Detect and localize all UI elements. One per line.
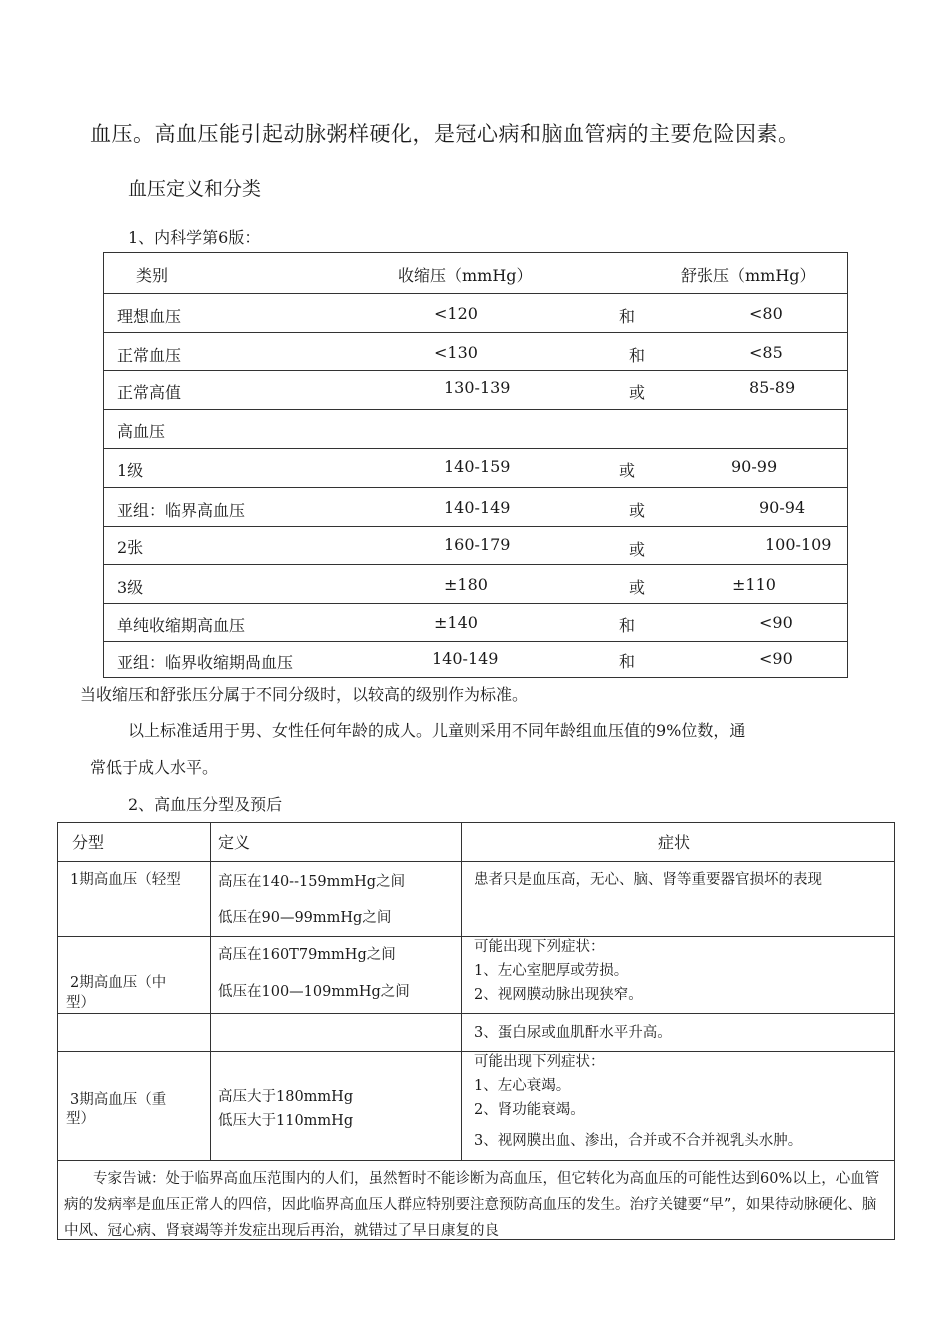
intro-paragraph: 血压。高血压能引起动脉粥样硬化，是冠心病和脑血管病的主要危险因素。 <box>90 122 800 146</box>
stage2-def-low: 低压在100—109mmHg之间 <box>218 984 410 1000</box>
stage3-def-low: 低压大于110mmHg <box>218 1113 354 1129</box>
row-category: 单纯收缩期高血压 <box>117 616 246 635</box>
row-systolic: <120 <box>434 304 478 323</box>
table-row <box>104 641 847 678</box>
stage2-symptom-1: 1、左心室肥厚或劳损。 <box>474 963 629 979</box>
row-diastolic: 85-89 <box>749 378 796 397</box>
row-category: 1级 <box>117 461 144 480</box>
header-type: 分型 <box>72 833 105 852</box>
bp-classification-table <box>103 252 848 678</box>
stage3-symptom-intro: 可能出现下列症状： <box>474 1054 605 1070</box>
row-systolic: <130 <box>434 343 478 362</box>
row-diastolic: 100-109 <box>765 535 832 554</box>
stage2-symptom-2: 2、视网膜动脉出现狭窄。 <box>474 987 643 1003</box>
row-conjunction: 或 <box>619 461 636 480</box>
row-conjunction: 或 <box>629 540 646 559</box>
row-divider <box>58 1013 894 1014</box>
row-diastolic: <85 <box>749 343 783 362</box>
table-row <box>104 564 847 603</box>
row-category: 亚组：临界高血压 <box>117 501 246 520</box>
standard-paragraph-line-1: 以上标准适用于男、女性任何年龄的成人。儿童则采用不同年龄组血压值的9%位数，通 <box>128 721 746 740</box>
row-category: 2张 <box>117 538 144 557</box>
column-divider <box>461 823 462 1160</box>
stage3-type-line1: 3期高血压（重 <box>70 1092 167 1108</box>
stage3-def-high: 高压大于180mmHg <box>218 1089 354 1105</box>
row-systolic: ±140 <box>434 613 478 632</box>
stage3-symptom-3: 3、视网膜出血、渗出，合并或不合并视乳头水肿。 <box>474 1133 803 1149</box>
header-category: 类别 <box>136 266 169 285</box>
row-divider <box>58 936 894 937</box>
row-diastolic: ±110 <box>732 575 776 594</box>
row-systolic: 140-149 <box>444 498 511 517</box>
header-diastolic: 舒张压（mmHg） <box>681 266 816 285</box>
row-category: 3级 <box>117 578 144 597</box>
expert-advice: 专家告诫：处于临界高血压范围内的人们，虽然暂时不能诊断为高血压，但它转化为高血压的可能性达到60%以上，心血管病的发病率是血压正常人的四倍，因此临界高血压人群应特别要注意预防高血压的发生。治疗关键要“早”，如果待动脉硬化、脑中风、冠心病、肾衰竭等并发症出现后再治，就错过了早日康复的良 <box>64 1171 880 1239</box>
table-row <box>104 487 847 526</box>
row-conjunction: 或 <box>629 501 646 520</box>
row-divider <box>58 1160 894 1161</box>
subsection-title-1: 1、内科学第6版： <box>128 228 261 247</box>
row-category: 理想血压 <box>117 307 182 326</box>
row-systolic: 140-159 <box>444 457 511 476</box>
table-row <box>104 409 847 448</box>
stage1-def-high: 高压在140--159mmHg之间 <box>218 874 406 890</box>
table-row <box>104 332 847 370</box>
stage3-type-line2: 型） <box>66 1111 95 1127</box>
row-systolic: 130-139 <box>444 378 511 397</box>
stage3-symptom-2: 2、肾功能衰竭。 <box>474 1102 585 1118</box>
row-category: 正常血压 <box>117 346 182 365</box>
row-systolic: 140-149 <box>432 649 499 668</box>
column-divider <box>210 823 211 1160</box>
table-row <box>104 448 847 487</box>
row-conjunction: 和 <box>619 307 636 326</box>
row-diastolic: 90-99 <box>731 457 778 476</box>
row-diastolic: <80 <box>749 304 783 323</box>
row-systolic: 160-179 <box>444 535 511 554</box>
row-conjunction: 和 <box>619 652 636 671</box>
row-divider <box>58 861 894 862</box>
stage1-symptom: 患者只是血压高，无心、脑、肾等重要器官损坏的表现 <box>474 872 822 888</box>
row-conjunction: 和 <box>619 616 636 635</box>
hypertension-staging-table <box>57 822 895 1240</box>
table-row <box>104 293 847 332</box>
section-title: 血压定义和分类 <box>128 178 262 200</box>
row-category: 正常高值 <box>117 383 182 402</box>
stage2-type-line2: 型） <box>66 995 95 1011</box>
stage1-type: 1期高血压（轻型 <box>70 872 181 888</box>
stage2-def-high: 高压在160T79mmHg之间 <box>218 947 396 963</box>
stage3-symptom-1: 1、左心衰竭。 <box>474 1078 571 1094</box>
table-row <box>104 370 847 409</box>
stage2-symptom-intro: 可能出现下列症状： <box>474 939 605 955</box>
stage2-type-line1: 2期高血压（中 <box>70 975 167 991</box>
table-row <box>104 603 847 641</box>
row-diastolic: 90-94 <box>759 498 806 517</box>
standard-paragraph-line-2: 常低于成人水平。 <box>90 758 219 777</box>
header-symptoms: 症状 <box>658 833 691 852</box>
row-diastolic: <90 <box>759 649 793 668</box>
row-conjunction: 或 <box>629 578 646 597</box>
header-systolic: 收缩压（mmHg） <box>398 266 533 285</box>
row-divider <box>58 1051 894 1052</box>
row-category: 高血压 <box>117 422 166 441</box>
row-category: 亚组：临界收缩期咼血压 <box>117 653 294 672</box>
row-systolic: ±180 <box>444 575 488 594</box>
row-conjunction: 和 <box>629 346 646 365</box>
row-diastolic: <90 <box>759 613 793 632</box>
stage2-symptom-3: 3、蛋白尿或血肌酐水平升高。 <box>474 1025 672 1041</box>
stage1-def-low: 低压在90—99mmHg之间 <box>218 910 392 926</box>
subsection-title-2: 2、高血压分型及预后 <box>128 795 283 814</box>
classification-note: 当收缩压和舒张压分属于不同分级时，以较高的级别作为标准。 <box>80 685 529 704</box>
header-definition: 定义 <box>218 833 251 852</box>
row-conjunction: 或 <box>629 383 646 402</box>
table-row <box>104 526 847 564</box>
